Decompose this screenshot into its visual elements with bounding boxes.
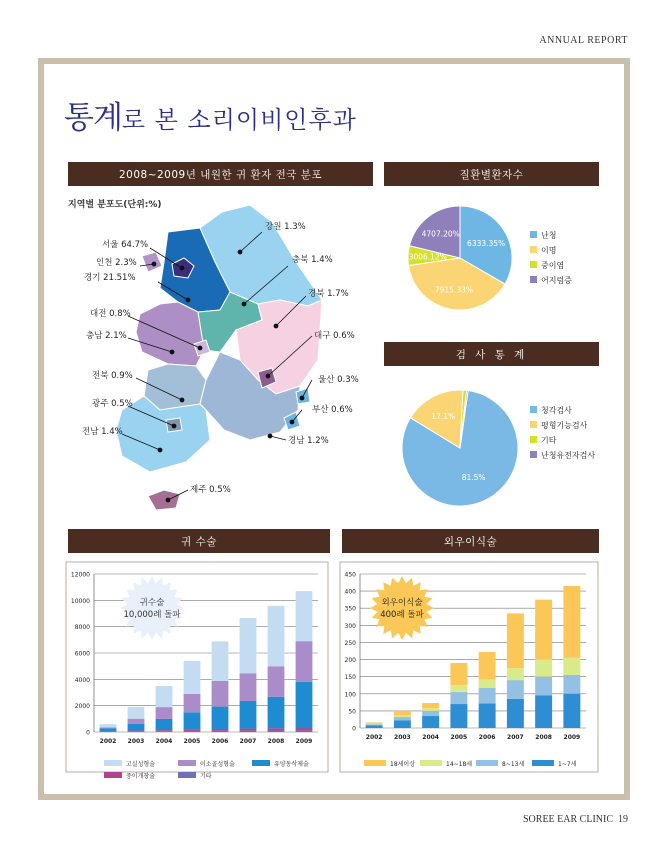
map-label-gyeongnam: 경남 1.2% [288,436,329,446]
map-subtitle: 지역별 분포도(단위:%) [68,200,162,210]
legend-label: 14~18세 [446,761,473,768]
page-number: 19 [618,814,628,825]
bar-segment [296,730,313,732]
y-tick-label: 6000 [74,650,90,658]
bar-segment [366,724,383,725]
pie-value-label: 7915.33% [434,285,474,295]
bar-segment [128,719,145,724]
bar-segment [240,731,257,732]
bar-segment [296,682,313,728]
x-tick-label: 2008 [535,734,552,741]
map-label-incheon: 인천 2.3% [96,258,137,268]
bar-segment [100,727,117,728]
x-tick-label: 2005 [450,734,468,741]
legend-label: 기타 [200,773,212,780]
bar-segment [268,606,285,667]
bar-segment [296,591,313,641]
y-tick-label: 12000 [70,571,90,579]
bar-segment [128,707,145,719]
ear-surgery-title-bar: 귀 수술 [68,529,330,553]
x-tick-label: 2002 [365,734,383,741]
legend-label: 기타 [541,436,557,445]
legend-swatch [530,246,537,253]
ear-surgery-chart [66,562,336,782]
bar-segment [184,661,201,694]
y-tick-label: 150 [344,674,356,682]
map-label-gangwon: 강원 1.3% [265,222,306,232]
x-tick-label: 2003 [127,738,145,745]
bar-segment [128,724,145,731]
y-tick-label: 2000 [74,703,90,711]
legend-swatch [530,276,537,283]
pie-value-label: 6333.35% [467,238,506,248]
map-label-busan: 부산 0.6% [312,405,353,415]
bar-segment [240,701,257,729]
pie-value-label: 4707.20% [421,229,460,239]
callout-line-1: 외우이식술 [381,598,423,608]
map-region-incheon [142,252,162,272]
bar-segment [100,731,117,732]
disease-title-bar: 질환별환자수 [384,162,599,186]
legend-label: 고실성형술 [126,761,155,768]
pie-value-label: 81.5% [461,472,486,482]
legend-label: 난청 [541,231,557,240]
legend-label: 어지럼증 [541,276,572,285]
bar-segment [394,711,411,715]
y-tick-label: 250 [344,639,356,647]
bar-segment [450,704,467,728]
footer [523,814,628,825]
legend-label: 평형기능검사 [541,421,588,430]
x-tick-label: 2004 [155,738,173,745]
map-title-bar: 2008~2009년 내원한 귀 환자 전국 분포 [68,162,373,186]
legend-swatch [104,772,122,778]
footer-clinic: SOREE EAR CLINIC [523,814,613,825]
callout-line-2: 400례 돌파 [380,610,424,620]
bar-segment [156,719,173,730]
pie-value-label: 17.1% [431,412,456,422]
title-first: 통계 [64,100,122,136]
bar-segment [394,715,411,717]
bar-segment [422,711,439,716]
x-tick-label: 2005 [183,738,201,745]
map-label-chungbuk: 충북 1.4% [292,255,333,265]
legend-swatch [530,261,537,268]
legend-swatch [178,772,196,778]
bar-segment [296,641,313,682]
y-tick-label: 450 [344,571,356,579]
bar-segment [479,679,496,688]
bar-segment [535,600,552,660]
legend-swatch [532,760,554,766]
y-tick-label: 100 [344,691,356,699]
bar-segment [507,699,524,728]
legend-label: 8~13세 [502,761,525,768]
bar-segment [240,673,257,701]
legend-swatch [420,760,442,766]
bar-segment [268,666,285,696]
bar-segment [156,707,173,719]
map-label-chungnam: 충남 2.1% [86,331,127,341]
bar-segment [212,731,229,732]
disease-pie-chart [380,190,610,330]
map-region-jeonbuk [144,364,206,410]
map-label-ulsan: 울산 0.3% [318,375,359,385]
bar-segment [422,716,439,728]
bar-segment [268,731,285,732]
legend-swatch [476,760,498,766]
y-tick-label: 10000 [70,597,90,605]
annual-report-label: ANNUAL REPORT [539,35,628,46]
legend-label: 청각검사 [541,406,572,415]
y-tick-label: 300 [344,622,356,630]
bar-segment [422,708,439,711]
bar-segment [128,731,145,732]
y-tick-label: 4000 [74,676,90,684]
bar-segment [479,703,496,728]
bar-segment [268,728,285,730]
y-tick-label: 350 [344,605,356,613]
y-tick-label: 50 [348,708,356,716]
x-tick-label: 2002 [99,738,117,745]
bar-segment [212,641,229,681]
map-label-jeonbuk: 전북 0.9% [92,371,133,381]
y-tick-label: 200 [344,657,356,665]
map-label-gyeongbuk: 경북 1.7% [308,289,349,299]
ear-reconstruction-title-bar: 외우이식술 [342,529,599,553]
bar-segment [212,729,229,731]
bar-segment [450,692,467,704]
bar-segment [156,686,173,707]
bar-segment [156,730,173,731]
x-tick-label: 2007 [239,738,257,745]
legend-label: 18세이상 [390,761,416,768]
callout-line-2: 10,000례 돌파 [123,610,181,620]
map-label-jeonnam: 전남 1.4% [82,427,123,437]
legend-swatch [530,421,537,428]
x-tick-label: 2007 [507,734,524,741]
x-tick-label: 2009 [563,734,581,741]
legend-label: 중이개창술 [126,773,155,780]
bar-segment [156,731,173,732]
bar-segment [450,663,467,685]
legend-swatch [530,406,537,413]
bar-segment [100,724,117,727]
legend-label: 중이염 [541,261,565,270]
x-tick-label: 2008 [267,738,285,745]
y-tick-label: 0 [352,725,356,733]
bar-segment [507,613,524,668]
bar-segment [507,668,524,680]
x-tick-label: 2009 [295,738,313,745]
bar-segment [366,723,383,724]
map-region-jeju [148,490,180,510]
map-label-seoul: 서울 64.7% [102,240,149,250]
legend-label: 1~7세 [558,761,577,768]
bar-segment [366,724,383,725]
bar-segment [394,720,411,728]
x-tick-label: 2006 [478,734,496,741]
bar-segment [184,731,201,732]
map-label-jeju: 제주 0.5% [190,485,231,495]
bar-segment [535,695,552,728]
legend-label: 유양동삭제술 [274,761,309,768]
legend-swatch [364,760,386,766]
legend-swatch [530,231,537,238]
legend-label: 이명 [541,246,557,255]
bar-segment [128,731,145,732]
title-rest: 로 본 소리이비인후과 [121,106,357,134]
bar-segment [184,729,201,731]
exam-pie-chart [380,370,610,510]
legend-swatch [530,436,537,443]
bar-segment [268,697,285,729]
bar-segment [212,681,229,707]
y-tick-label: 400 [344,588,356,596]
legend-swatch [104,760,122,766]
bar-segment [212,707,229,729]
bar-segment [507,680,524,699]
map-label-daejeon: 대전 0.8% [90,309,131,319]
legend-label: 이소골성형술 [200,761,235,768]
bar-segment [184,712,201,729]
callout-line-1: 귀수술 [139,598,165,608]
legend-label: 난청유전자검사 [541,451,596,460]
legend-swatch [252,760,270,766]
bar-segment [366,725,383,728]
bar-segment [422,703,439,708]
bar-segment [479,688,496,703]
legend-swatch [178,760,196,766]
ear-reconstruction-chart [340,562,602,782]
pie-value-label: 3006.12% [408,252,447,262]
map-region-chungnam [136,302,204,366]
x-tick-label: 2004 [422,734,439,741]
x-tick-label: 2003 [394,734,411,741]
legend-swatch [530,451,537,458]
bar-segment [563,694,580,728]
map-label-gyeonggi: 경기 21.51% [84,273,136,283]
bar-segment [394,717,411,720]
bar-segment [563,675,580,694]
bar-segment [535,660,552,677]
bar-segment [100,728,117,731]
map-label-gwangju: 광주 0.5% [92,399,133,409]
bar-segment [535,677,552,696]
bar-segment [563,658,580,675]
bar-segment [240,729,257,731]
bar-segment [563,586,580,658]
bar-segment [479,652,496,679]
y-tick-label: 8000 [74,624,90,632]
y-tick-label: 0 [86,729,90,737]
bar-segment [184,694,201,712]
bar-segment [450,685,467,692]
bar-segment [240,618,257,673]
map-label-daegu: 대구 0.6% [314,331,355,341]
exam-title-bar: 검 사 통 계 [384,342,599,366]
bar-segment [296,728,313,730]
x-tick-label: 2006 [211,738,229,745]
